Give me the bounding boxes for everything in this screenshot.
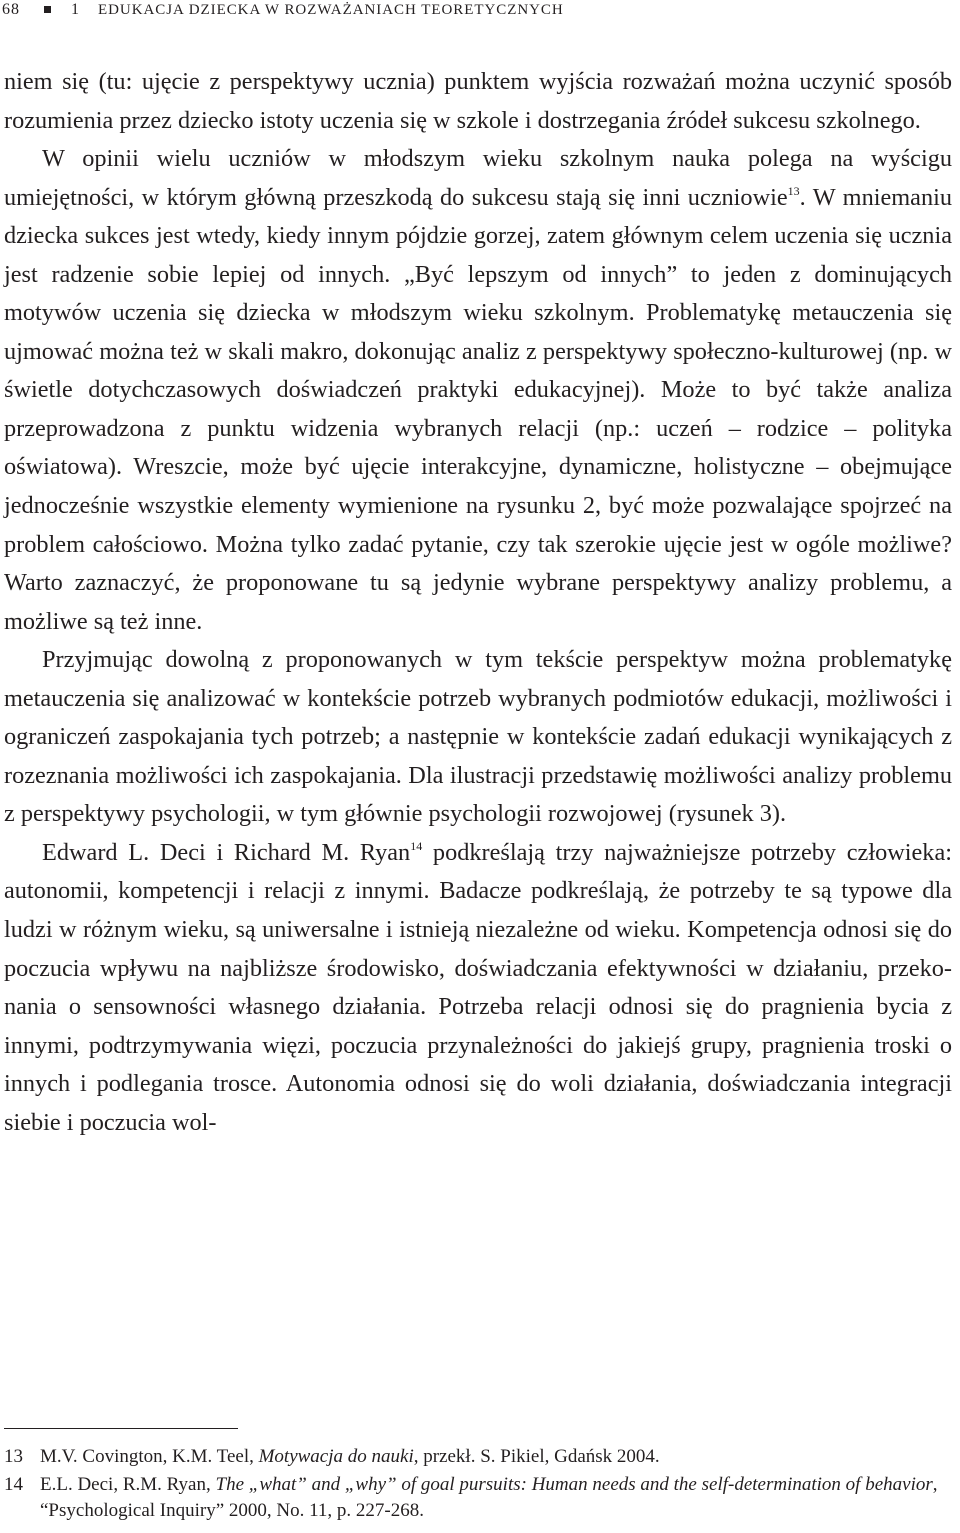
- footnote-divider: [4, 1428, 238, 1429]
- body-text: [4, 63, 952, 1142]
- text-segment: . W mniemaniu dziecka sukces jest wtedy, kiedy innym pójdzie gorzej, zatem głównym celem uczenia się ucznia jest radzenie sobie lepiej od innych. „Być lepszym od innych” to jeden z dominujących motywów uczenia się dziecka w młodszym wieku szkolnym. Problematykę metauczenia się ujmować można też w skali makro, dokonując analiz z perspektywy społeczno-kulturowej (np. w świetle dotychczasowych doświadczeń praktyki edukacyjnej). Może to być także analiza przeprowadzona z punktu widzenia wybranych relacji (np.: uczeń – rodzice – polityka oświatowa). Wreszcie, może być ujęcie interakcyjne, dynamiczne, holistyczne – obejmujące jednocześnie wszystkie elementy wymienione na rysunku 2, być może pozwalające spojrzeć na problem całościowo. Można tylko zadać pytanie, czy tak szerokie ujęcie jest w ogóle możliwe? Warto zaznaczyć, że proponowane tu są jedynie wybrane perspektywy analizy problemu, a możliwe są też inne.: [4, 183, 952, 635]
- footnote-number: 14: [4, 1474, 23, 1495]
- footnote-14: [4, 1472, 952, 1524]
- chapter-title: EDUKACJA DZIECKA W ROZWAŻANIACH TEORETYCZNYCH: [98, 2, 564, 18]
- footnote-text: [40, 1472, 952, 1524]
- paragraph-4: [4, 834, 952, 1142]
- text-segment: niem się (tu: ujęcie z perspektywy ucznia) punktem wyjścia rozważań można uczynić sposób rozumienia przez dziecko istoty uczenia się w szkole i dostrzegania źródeł sukcesu szkolnego.: [4, 68, 952, 134]
- paragraph-1: [4, 63, 952, 140]
- text-segment: , “Psychological Inquiry” 2000, No. 11, p. 227-268.: [40, 1474, 938, 1521]
- paragraph-3: [4, 641, 952, 834]
- running-header: [0, 0, 960, 26]
- article-title: The „what” and „why” of goal pursuits: Human needs and the self-determination of behavior: [215, 1474, 933, 1495]
- text-segment: Edward L. Deci i Richard M. Ryan: [42, 838, 411, 866]
- text-segment: Przyjmując dowolną z proponowanych w tym tekście perspektyw można problematykę metauczenia się analizować w kontekście potrzeb wybranych podmiotów edukacji, możliwości i ograniczeń zaspokajania tych potrzeb; a następnie w kontekście zadań edukacji wynikających z rozeznania możliwości ich zaspokajania. Dla ilustracji przedstawię możliwości analizy problemu z perspektywy psychologii, w tym głównie psychologii rozwojowej (rysunek 3).: [4, 646, 952, 828]
- text-segment: , przekł. S. Pikiel, Gdańsk 2004.: [413, 1446, 660, 1467]
- footnote-ref-14[interactable]: 14: [410, 838, 423, 853]
- chapter-number: 1: [71, 1, 80, 18]
- footnote-number: 13: [4, 1446, 23, 1467]
- paragraph-2: [4, 140, 952, 641]
- footnotes: [4, 1444, 952, 1524]
- footnote-13: [4, 1444, 952, 1470]
- square-bullet-icon: [44, 6, 51, 13]
- page-number: 68: [2, 1, 20, 18]
- text-segment: M.V. Covington, K.M. Teel,: [40, 1446, 259, 1467]
- footnote-text: [40, 1444, 952, 1470]
- text-segment: podkreślają trzy najważniejsze potrzeby człowieka: autonomii, kompetencji i relacji z innymi. Badacze podkreślają, że potrzeby te są typowe dla ludzi w różnym wieku, są uniwersalne i istnieją niezależne od wieku. Kompetencja odnosi się do poczucia wpływu na najbliższe środowisko, doświadczania efektywności w działaniu, przekonania o sensowności własnego działania. Potrzeba relacji odnosi się do pragnienia bycia z innymi, podtrzymywania więzi, poczucia przynależności do jakiejś grupy, pragnienia troski o innych i podlegania trosce. Autonomia odnosi się do woli działania, doświadczania integracji siebie i poczucia wol-: [4, 838, 952, 1136]
- text-segment: W opinii wielu uczniów w młodszym wieku szkolnym nauka polega na wyścigu umiejętności, w którym główną przeszkodą do sukcesu stają się inni uczniowie: [4, 145, 952, 211]
- book-title: Motywacja do nauki: [258, 1446, 414, 1467]
- footnote-ref-13[interactable]: 13: [787, 183, 800, 198]
- text-segment: E.L. Deci, R.M. Ryan,: [40, 1474, 216, 1495]
